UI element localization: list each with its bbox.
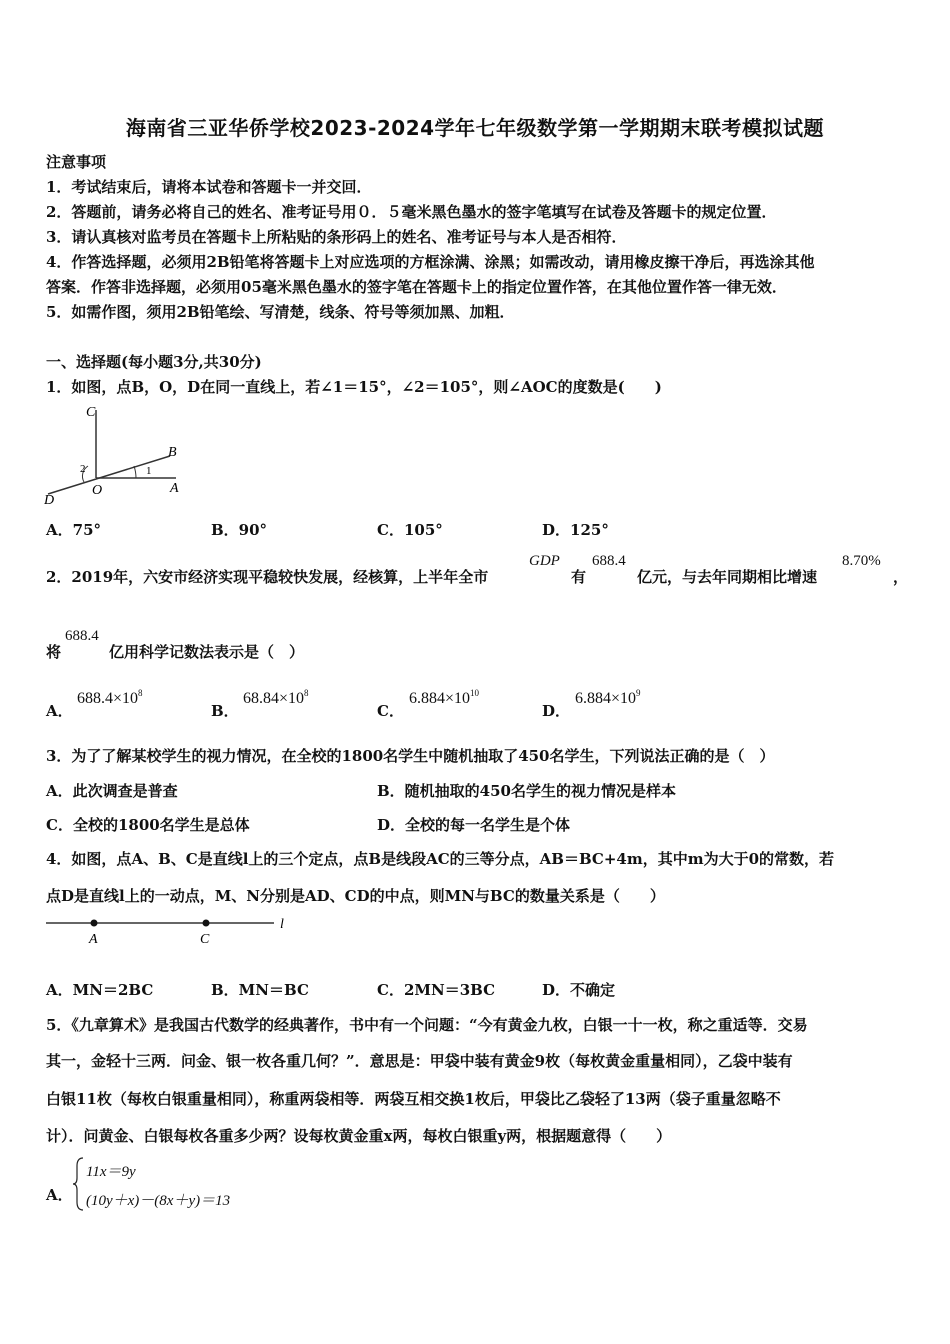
question-2-text-2: 亿元，与去年同期相比增速: [637, 568, 818, 586]
question-2-option-a[interactable]: A．: [46, 702, 73, 720]
question-3-option-a[interactable]: A．此次调查是普查: [46, 782, 178, 800]
notice-item: 2．答题前，请务必将自己的姓名、准考证号用０．５毫米黑色墨水的签字笔填写在试卷及答题卡的规定位置．: [46, 203, 777, 221]
question-5-line-2: 其一，金轻十三两．问金、银一枚各重几何？”．意思是：甲袋中装有黄金9枚（每枚黄金重量相同），乙袋中装有: [46, 1052, 793, 1070]
question-3-option-c[interactable]: C．全校的1800名学生是总体: [46, 816, 250, 834]
label-angle-2: 2: [80, 463, 86, 475]
equation-1: 11x＝9y: [86, 1164, 136, 1180]
point-a: [91, 920, 98, 927]
notice-item: 1．考试结束后，请将本试卷和答题卡一并交回．: [46, 178, 372, 196]
notice-item: 4．作答选择题，必须用2B铅笔将答题卡上对应选项的方框涂满、涂黑；如需改动，请用橡皮擦干净后，再选涂其他: [46, 253, 815, 271]
question-5-line-1: 5．《九章算术》是我国古代数学的经典著作，书中有一个问题：“今有黄金九枚，白银一十一枚，称之重适等．交易: [46, 1016, 808, 1034]
question-1-stem: 1．如图，点B，O，D在同一直线上，若∠1＝15°，∠2＝105°，则∠AOC的度数是( ): [46, 378, 662, 396]
label-d: D: [44, 493, 55, 508]
label-c: C: [200, 932, 210, 947]
gdp-value-2: 688.4: [65, 628, 99, 644]
angle-1-arc: [134, 466, 136, 478]
question-2-option-b[interactable]: B．: [211, 702, 239, 720]
label-c: C: [86, 405, 96, 420]
question-5-line-4: 计）．问黄金、白银每枚各重多少两？设每枚黄金重x两，每枚白银重y两，根据题意得（ ）: [46, 1127, 672, 1145]
point-c: [203, 920, 210, 927]
question-1-option-d[interactable]: D．125°: [542, 521, 609, 539]
notice-item: 答案．作答非选择题，必须用05毫米黑色墨水的签字笔在答题卡上的指定位置作答，在其他位置作答一律无效．: [46, 278, 787, 296]
question-1-option-c[interactable]: C．105°: [377, 521, 443, 539]
question-3-option-b[interactable]: B．随机抽取的450名学生的视力情况是样本: [377, 782, 676, 800]
question-4-figure: [44, 912, 294, 948]
question-4-stem-line-2: 点D是直线l上的一动点，M、N分别是AD、CD的中点，则MN与BC的数量关系是（ ）: [46, 887, 665, 905]
question-4-stem-line-1: 4．如图，点A、B、C是直线l上的三个定点，点B是线段AC的三等分点，AB＝BC+4m，其中m为大于0的常数，若: [46, 850, 835, 868]
question-3-stem: 3．为了了解某校学生的视力情况，在全校的1800名学生中随机抽取了450名学生，下列说法正确的是（ ）: [46, 747, 775, 765]
label-l: l: [280, 917, 284, 932]
question-1-figure: [44, 404, 184, 508]
notice-item: 5．如需作图，须用2B铅笔绘、写清楚，线条、符号等须加黑、加粗．: [46, 303, 515, 321]
label-o: O: [92, 483, 103, 498]
question-1-option-b[interactable]: B．90°: [211, 521, 268, 539]
question-2-option-b-value: $68.84\times 10^8$: [243, 688, 309, 707]
gdp-value: 688.4: [592, 553, 626, 569]
question-2-jiang: 将: [46, 643, 62, 661]
question-4-option-a[interactable]: A．MN＝2BC: [46, 981, 154, 999]
notice-heading: 注意事项: [46, 153, 107, 171]
notice-item: 3．请认真核对监考员在答题卡上所粘贴的条形码上的姓名、准考证号与本人是否相符．: [46, 228, 627, 246]
question-2-comma: ，: [893, 568, 909, 586]
label-a: A: [170, 481, 179, 496]
question-2-option-c[interactable]: C．: [377, 702, 404, 720]
growth-rate: 8.70%: [842, 553, 881, 569]
question-2-text-3: 亿用科学记数法表示是（ ）: [109, 643, 305, 661]
question-2-option-d[interactable]: D．: [542, 702, 571, 720]
label-a: A: [89, 932, 98, 947]
question-5-line-3: 白银11枚（每枚白银重量相同），称重两袋相等．两袋互相交换1枚后，甲袋比乙袋轻了13两（袋子重量忽略不: [46, 1090, 781, 1108]
question-2-option-a-value: $688.4\times 10^8$: [77, 688, 143, 707]
label-angle-1: 1: [146, 465, 152, 477]
question-2-option-c-value: $6.884\times 10^{10}$: [409, 688, 480, 707]
page-title: 海南省三亚华侨学校2023-2024学年七年级数学第一学期期末联考模拟试题: [125, 116, 825, 140]
question-4-option-d[interactable]: D．不确定: [542, 981, 616, 999]
question-2-you: 有: [571, 568, 587, 586]
question-4-option-b[interactable]: B．MN＝BC: [211, 981, 309, 999]
section-heading: 一、选择题(每小题3分,共30分): [46, 353, 262, 371]
gdp-term: GDP: [529, 553, 560, 569]
question-3-option-d[interactable]: D．全校的每一名学生是个体: [377, 816, 571, 834]
equation-2: (10y＋x)－(8x＋y)＝13: [86, 1193, 231, 1209]
line-db: [48, 456, 170, 494]
system-brace: [72, 1156, 86, 1212]
question-2-option-d-value: $6.884\times 10^9$: [575, 688, 641, 707]
label-b: B: [168, 445, 177, 460]
question-4-option-c[interactable]: C．2MN＝3BC: [377, 981, 496, 999]
question-2-text-1: 2．2019年，六安市经济实现平稳较快发展，经核算，上半年全市: [46, 568, 489, 586]
question-5-option-a[interactable]: A．: [46, 1186, 73, 1204]
question-1-option-a[interactable]: A．75°: [46, 521, 102, 539]
